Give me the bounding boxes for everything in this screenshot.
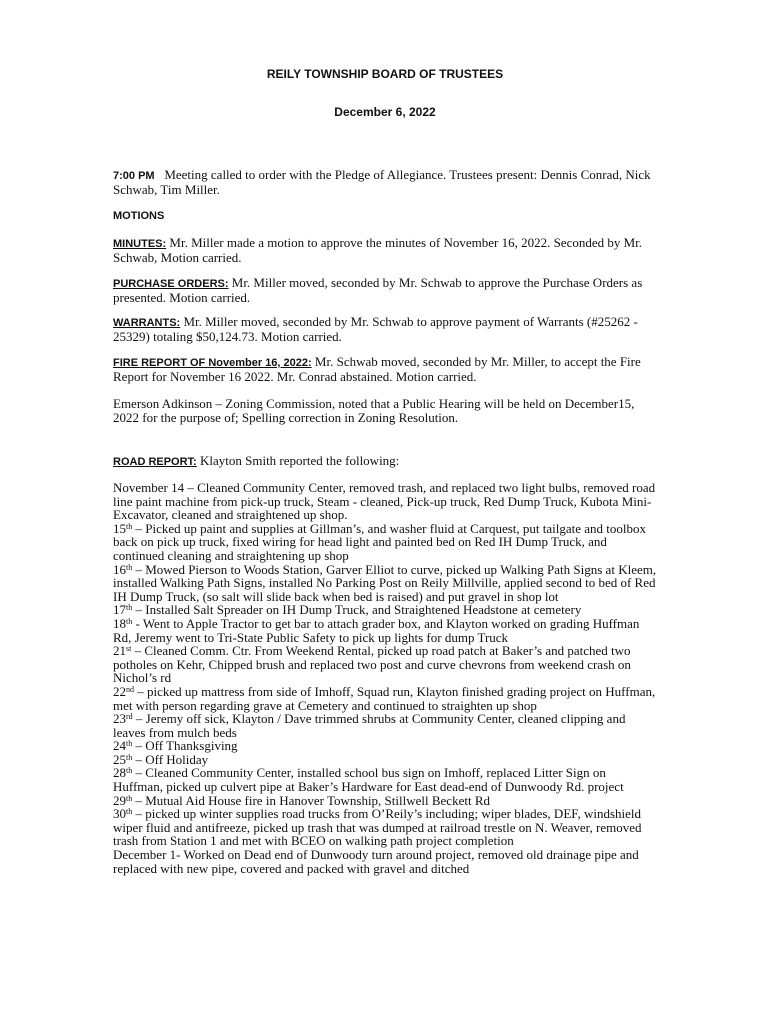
entry-text: - Worked on Dead end of Dunwoody turn around project, removed old drainage pipe and replaced with new pipe, covered and packed with gravel and ditched xyxy=(113,847,639,876)
entry-text: – Off Thanksgiving xyxy=(132,738,238,754)
opening-paragraph xyxy=(113,168,658,197)
road-entry xyxy=(113,617,658,644)
entry-text: – Cleaned Comm. Ctr. From Weekend Rental, picked up road patch at Baker’s and patched two potholes on Kehr, Chipped brush and replaced two post and curve chevrons from weekend crash on Nichol’s rd xyxy=(113,643,631,686)
entry-day: 24 xyxy=(113,738,126,754)
meeting-date: December 6, 2022 xyxy=(334,105,436,119)
road-report-intro: Klayton Smith reported the following: xyxy=(196,453,400,468)
road-entry xyxy=(113,563,658,604)
entry-text: – Cleaned Community Center, installed school bus sign on Imhoff, replaced Litter Sign on Huffman, picked up culvert pipe at Baker’s Hardware for East dead-end of Dunwoody Rd. project xyxy=(113,765,624,795)
fire-report-motion xyxy=(113,355,658,384)
road-entry xyxy=(113,848,658,875)
road-entry xyxy=(113,685,658,712)
entry-day: 15 xyxy=(113,520,126,536)
entry-day: 22 xyxy=(113,683,126,699)
road-entry xyxy=(113,522,658,563)
road-entry xyxy=(113,603,658,617)
entry-suffix: st xyxy=(126,644,132,654)
warrants-text: Mr. Miller moved, seconded by Mr. Schwab to approve payment of Warrants (#25262 - 25329) totaling $50,124.73. Motion carried. xyxy=(113,314,638,344)
entry-suffix: th xyxy=(126,807,133,817)
road-entry xyxy=(113,766,658,793)
entry-suffix: th xyxy=(126,603,133,613)
purchase-orders-text: Mr. Miller moved, seconded by Mr. Schwab to approve the Purchase Orders as presented. Motion carried. xyxy=(113,275,643,305)
motions-heading: MOTIONS xyxy=(113,210,165,222)
entry-suffix: th xyxy=(126,766,133,776)
road-entry xyxy=(113,712,658,739)
entry-day: 25 xyxy=(113,751,126,767)
entry-text: – Cleaned Community Center, removed trash, and replaced two light bulbs, removed road line paint machine from pick-up truck, Steam - cleaned, Pick-up truck, Red Dump Truck, Kubota Mini-Excavator, cleaned and straightened up shop. xyxy=(113,480,656,523)
minutes-motion xyxy=(113,236,658,265)
road-report-entries xyxy=(113,481,658,875)
entry-suffix: th xyxy=(126,616,133,626)
road-entry xyxy=(113,807,658,848)
entry-suffix: nd xyxy=(126,684,134,694)
road-report-label: ROAD REPORT: xyxy=(113,456,197,468)
entry-day: 16 xyxy=(113,561,126,577)
entry-suffix: rd xyxy=(126,712,133,722)
entry-suffix: th xyxy=(126,521,133,531)
zoning-paragraph: Emerson Adkinson – Zoning Commission, noted that a Public Hearing will be held on December15, 2022 for the purpose of; Spelling correction in Zoning Resolution. xyxy=(113,396,635,425)
road-entry xyxy=(113,739,658,753)
entry-suffix: th xyxy=(126,562,133,572)
minutes-label: MINUTES: xyxy=(113,238,167,250)
entry-day: November 14 xyxy=(113,480,185,495)
road-entry xyxy=(113,794,658,808)
entry-text: – Mowed Pierson to Woods Station, Garver Elliot to curve, picked up Walking Path Signs at Kleem, installed Walking Path Signs, installed No Parking Post on Reily Millville, applied second to bed of Red IH Dump Truck, (so salt will slide back when bed is raised) and put gravel in shop lot xyxy=(113,561,657,604)
fire-report-label: FIRE REPORT OF November 16, 2022: xyxy=(113,357,312,369)
entry-text: - Went to Apple Tractor to get bar to attach grader box, and Klayton worked on grading Huffman Rd, Jeremy went to Tri-State Public Safety to pick up lights for dump Truck xyxy=(113,615,640,645)
road-entry xyxy=(113,481,658,522)
entry-text: – Installed Salt Spreader on IH Dump Truck, and Straightened Headstone at cemetery xyxy=(132,602,582,618)
entry-day: December 1 xyxy=(113,847,177,863)
road-entry xyxy=(113,644,658,685)
opening-time: 7:00 PM xyxy=(113,170,155,182)
minutes-text: Mr. Miller made a motion to approve the minutes of November 16, 2022. Seconded by Mr. Schwab, Motion carried. xyxy=(113,235,643,265)
entry-text: – Picked up paint and supplies at Gillman’s, and washer fluid at Carquest, put tailgate and toolbox back on pick up truck, fixed wiring for head light and painted bed on Red IH Dump Truck, and continued cleaning and straightening up shop xyxy=(113,520,646,563)
document-title: REILY TOWNSHIP BOARD OF TRUSTEES xyxy=(266,67,504,81)
purchase-orders-motion xyxy=(113,276,658,305)
purchase-orders-label: PURCHASE ORDERS: xyxy=(113,278,229,290)
road-report-heading xyxy=(113,454,658,469)
entry-text: – Jeremy off sick, Klayton / Dave trimmed shrubs at Community Center, cleaned clipping and leaves from mulch beds xyxy=(113,711,626,740)
opening-text: Meeting called to order with the Pledge of Allegiance. Trustees present: Dennis Conrad, Nick Schwab, Tim Miller. xyxy=(113,167,651,197)
entry-day: 29 xyxy=(113,792,126,808)
warrants-label: WARRANTS: xyxy=(113,317,181,329)
entry-day: 21 xyxy=(113,643,126,659)
entry-day: 23 xyxy=(113,711,126,727)
entry-suffix: th xyxy=(126,793,133,803)
entry-text: – Mutual Aid House fire in Hanover Township, Stillwell Beckett Rd xyxy=(132,792,490,808)
entry-day: 30 xyxy=(113,806,126,822)
road-entry xyxy=(113,753,658,767)
entry-day: 17 xyxy=(113,602,126,618)
entry-suffix: th xyxy=(126,739,133,749)
entry-text: – picked up mattress from side of Imhoff, Squad run, Klayton finished grading project on Huffman, met with person regarding grave at Cemetery and continued to straighten up shop xyxy=(113,683,656,713)
entry-text: – picked up winter supplies road trucks from O’Reily’s including; wiper blades, DEF, windshield wiper fluid and antifreeze, picked up trash that was dumped at railroad trestle on N. Weaver, removed trash from Station 1 and met with BCEO on walking path project completion xyxy=(113,806,642,849)
entry-text: – Off Holiday xyxy=(132,751,209,767)
entry-day: 28 xyxy=(113,765,126,781)
fire-report-text: Mr. Schwab moved, seconded by Mr. Miller, to accept the Fire Report for November 16 2022. Mr. Conrad abstained. Motion carried. xyxy=(113,354,641,384)
entry-suffix: th xyxy=(126,752,133,762)
warrants-motion xyxy=(113,315,658,344)
entry-day: 18 xyxy=(113,615,126,631)
